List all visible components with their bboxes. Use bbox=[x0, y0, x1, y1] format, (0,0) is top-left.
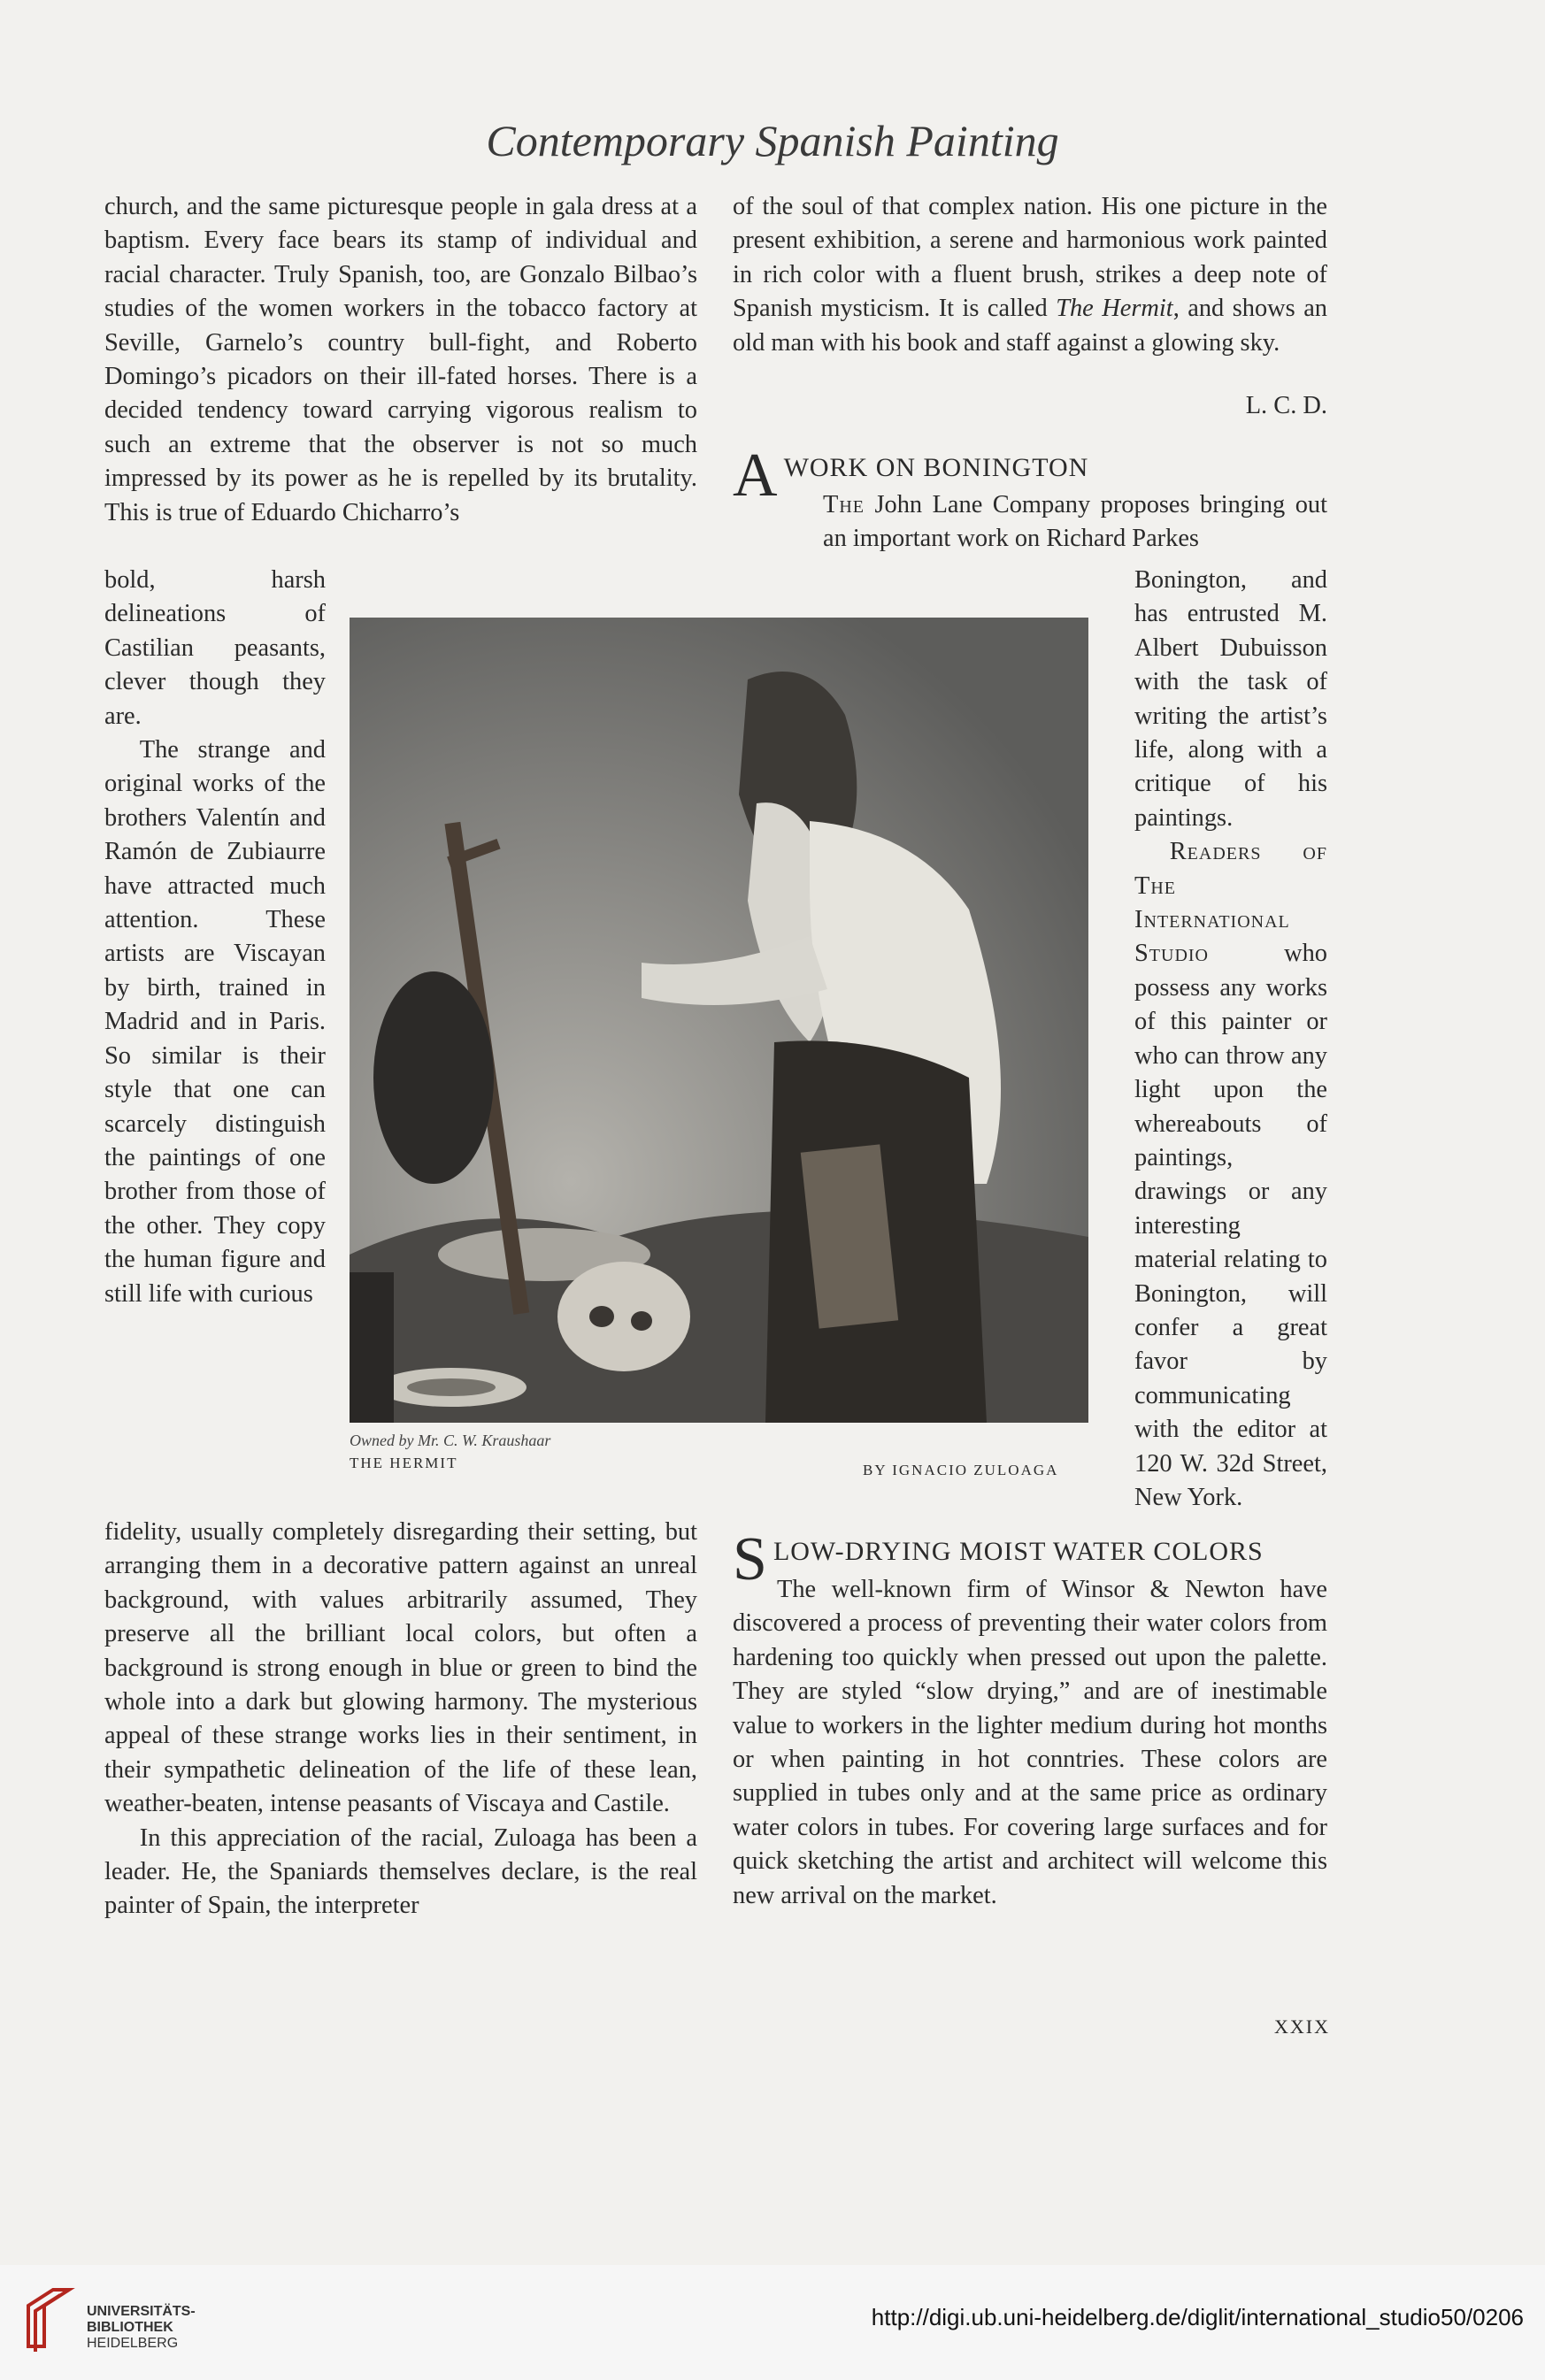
painting-the-hermit bbox=[350, 618, 1088, 1423]
section-heading-water-colors: SLOW-DRYING MOIST WATER COLORS bbox=[733, 1525, 1264, 1593]
page-number: XXIX bbox=[1274, 2015, 1330, 2038]
library-name: UNIVERSITÄTS- BIBLIOTHEK HEIDELBERG bbox=[87, 2304, 196, 2351]
painting-title: The Hermit bbox=[1056, 295, 1173, 323]
caption-artist: BY IGNACIO ZULOAGA bbox=[863, 1462, 1059, 1478]
painting-ownership-credit: Owned by Mr. C. W. Kraushaar bbox=[350, 1432, 551, 1449]
section-heading-bonington: AWORK ON BONINGTON bbox=[733, 441, 1089, 510]
water-colors-body bbox=[733, 1573, 1327, 1913]
paragraph: church, and the same picturesque people in gala dress at a baptism. Every face bears its stamp of individual and racial character. Truly Spanish, too, are Gonzalo Bilbao’s studies of the women workers in the tobacco factory at Seville, Garnelo’s country bull-fight, and Roberto Domingo’s picadors on their ill-fated horses. There is a decided tendency toward carrying vigorous realism to such an extreme that the observer is not so much impressed by its power as he is repelled by its brutality. This is true of Eduardo Chicharro’s bbox=[104, 193, 697, 526]
drop-cap: A bbox=[733, 441, 779, 510]
paragraph: bold, harsh delineations of Castilian peasants, clever though they are. bbox=[104, 566, 326, 730]
right-column-top bbox=[733, 190, 1327, 360]
source-url-link[interactable]: http://digi.ub.uni-heidelberg.de/diglit/international_studio50/0206 bbox=[871, 2304, 1524, 2330]
bonington-lead: The John Lane Company proposes bringing out an important work on Richard Parkes bbox=[823, 491, 1327, 553]
left-column-top bbox=[104, 190, 697, 530]
caption-title: THE HERMIT bbox=[350, 1455, 458, 1471]
paragraph: of the soul of that complex nation. His one picture in the present exhibition, a serene and harmonious work painted in rich color with a fluent brush, strikes a deep note of Spanish mysticism. It is called The Hermit, and shows an old man with his book and staff against a glowing sky. bbox=[733, 193, 1327, 357]
left-column-bottom bbox=[104, 1516, 697, 1923]
hermit-illustration bbox=[350, 618, 1088, 1423]
drop-cap: S bbox=[733, 1525, 768, 1593]
paragraph: Bonington, and has entrusted M. Albert Dubuisson with the task of writing the artist’s life, along with a critique of his paintings. bbox=[1134, 566, 1327, 832]
paragraph: The well-known firm of Winsor & Newton have discovered a process of preventing their water colors from hardening too quickly when pressed out upon the palette. They are styled “slow drying,” and are of inestimable value to workers in the lighter medium during hot months or when painting in hot conntries. These colors are supplied in tubes only and at the same price as ordinary water colors in tubes. For covering large surfaces and for quick sketching the artist and architect will welcome this new arrival on the market. bbox=[733, 1576, 1327, 1909]
right-column-wrap bbox=[1134, 564, 1327, 1515]
paragraph: Readers of The International Studio who possess any works of this painter or who can throw any light upon the whereabouts of paintings, drawings or any interesting material relating to Bonington, will confer a great favor by communicating with the editor at 120 W. 32d Street, New York. bbox=[1134, 838, 1327, 1511]
paragraph: The strange and original works of the brothers Valentín and Ramón de Zubiaurre have attracted much attention. These artists are Viscayan by birth, trained in Madrid and in Paris. So similar is their style that one can scarcely distinguish the paintings of one brother from those of the other. They copy the human figure and still life with curious bbox=[104, 736, 326, 1308]
running-header: Contemporary Spanish Painting bbox=[486, 116, 1059, 165]
university-library-logo-icon bbox=[21, 2284, 76, 2355]
paragraph: In this appreciation of the racial, Zuloaga has been a leader. He, the Spaniards themselves declare, is the real painter of Spain, the interpreter bbox=[104, 1823, 697, 1920]
left-column-wrap bbox=[104, 564, 326, 1311]
author-signature: L. C. D. bbox=[1245, 392, 1327, 419]
paragraph: fidelity, usually completely disregarding their setting, but arranging them in a decorative pattern against an unreal background, with values arbitrarily assumed, They preserve all the brilliant local colors, but often a background is strong enough in blue or green to bind the whole into a dark but glowing harmony. The mysterious appeal of these strange works lies in their sentiment, in their sympathetic delineation of the life of these lean, weather-beaten, intense peasants of Viscaya and Castile. bbox=[104, 1518, 697, 1818]
